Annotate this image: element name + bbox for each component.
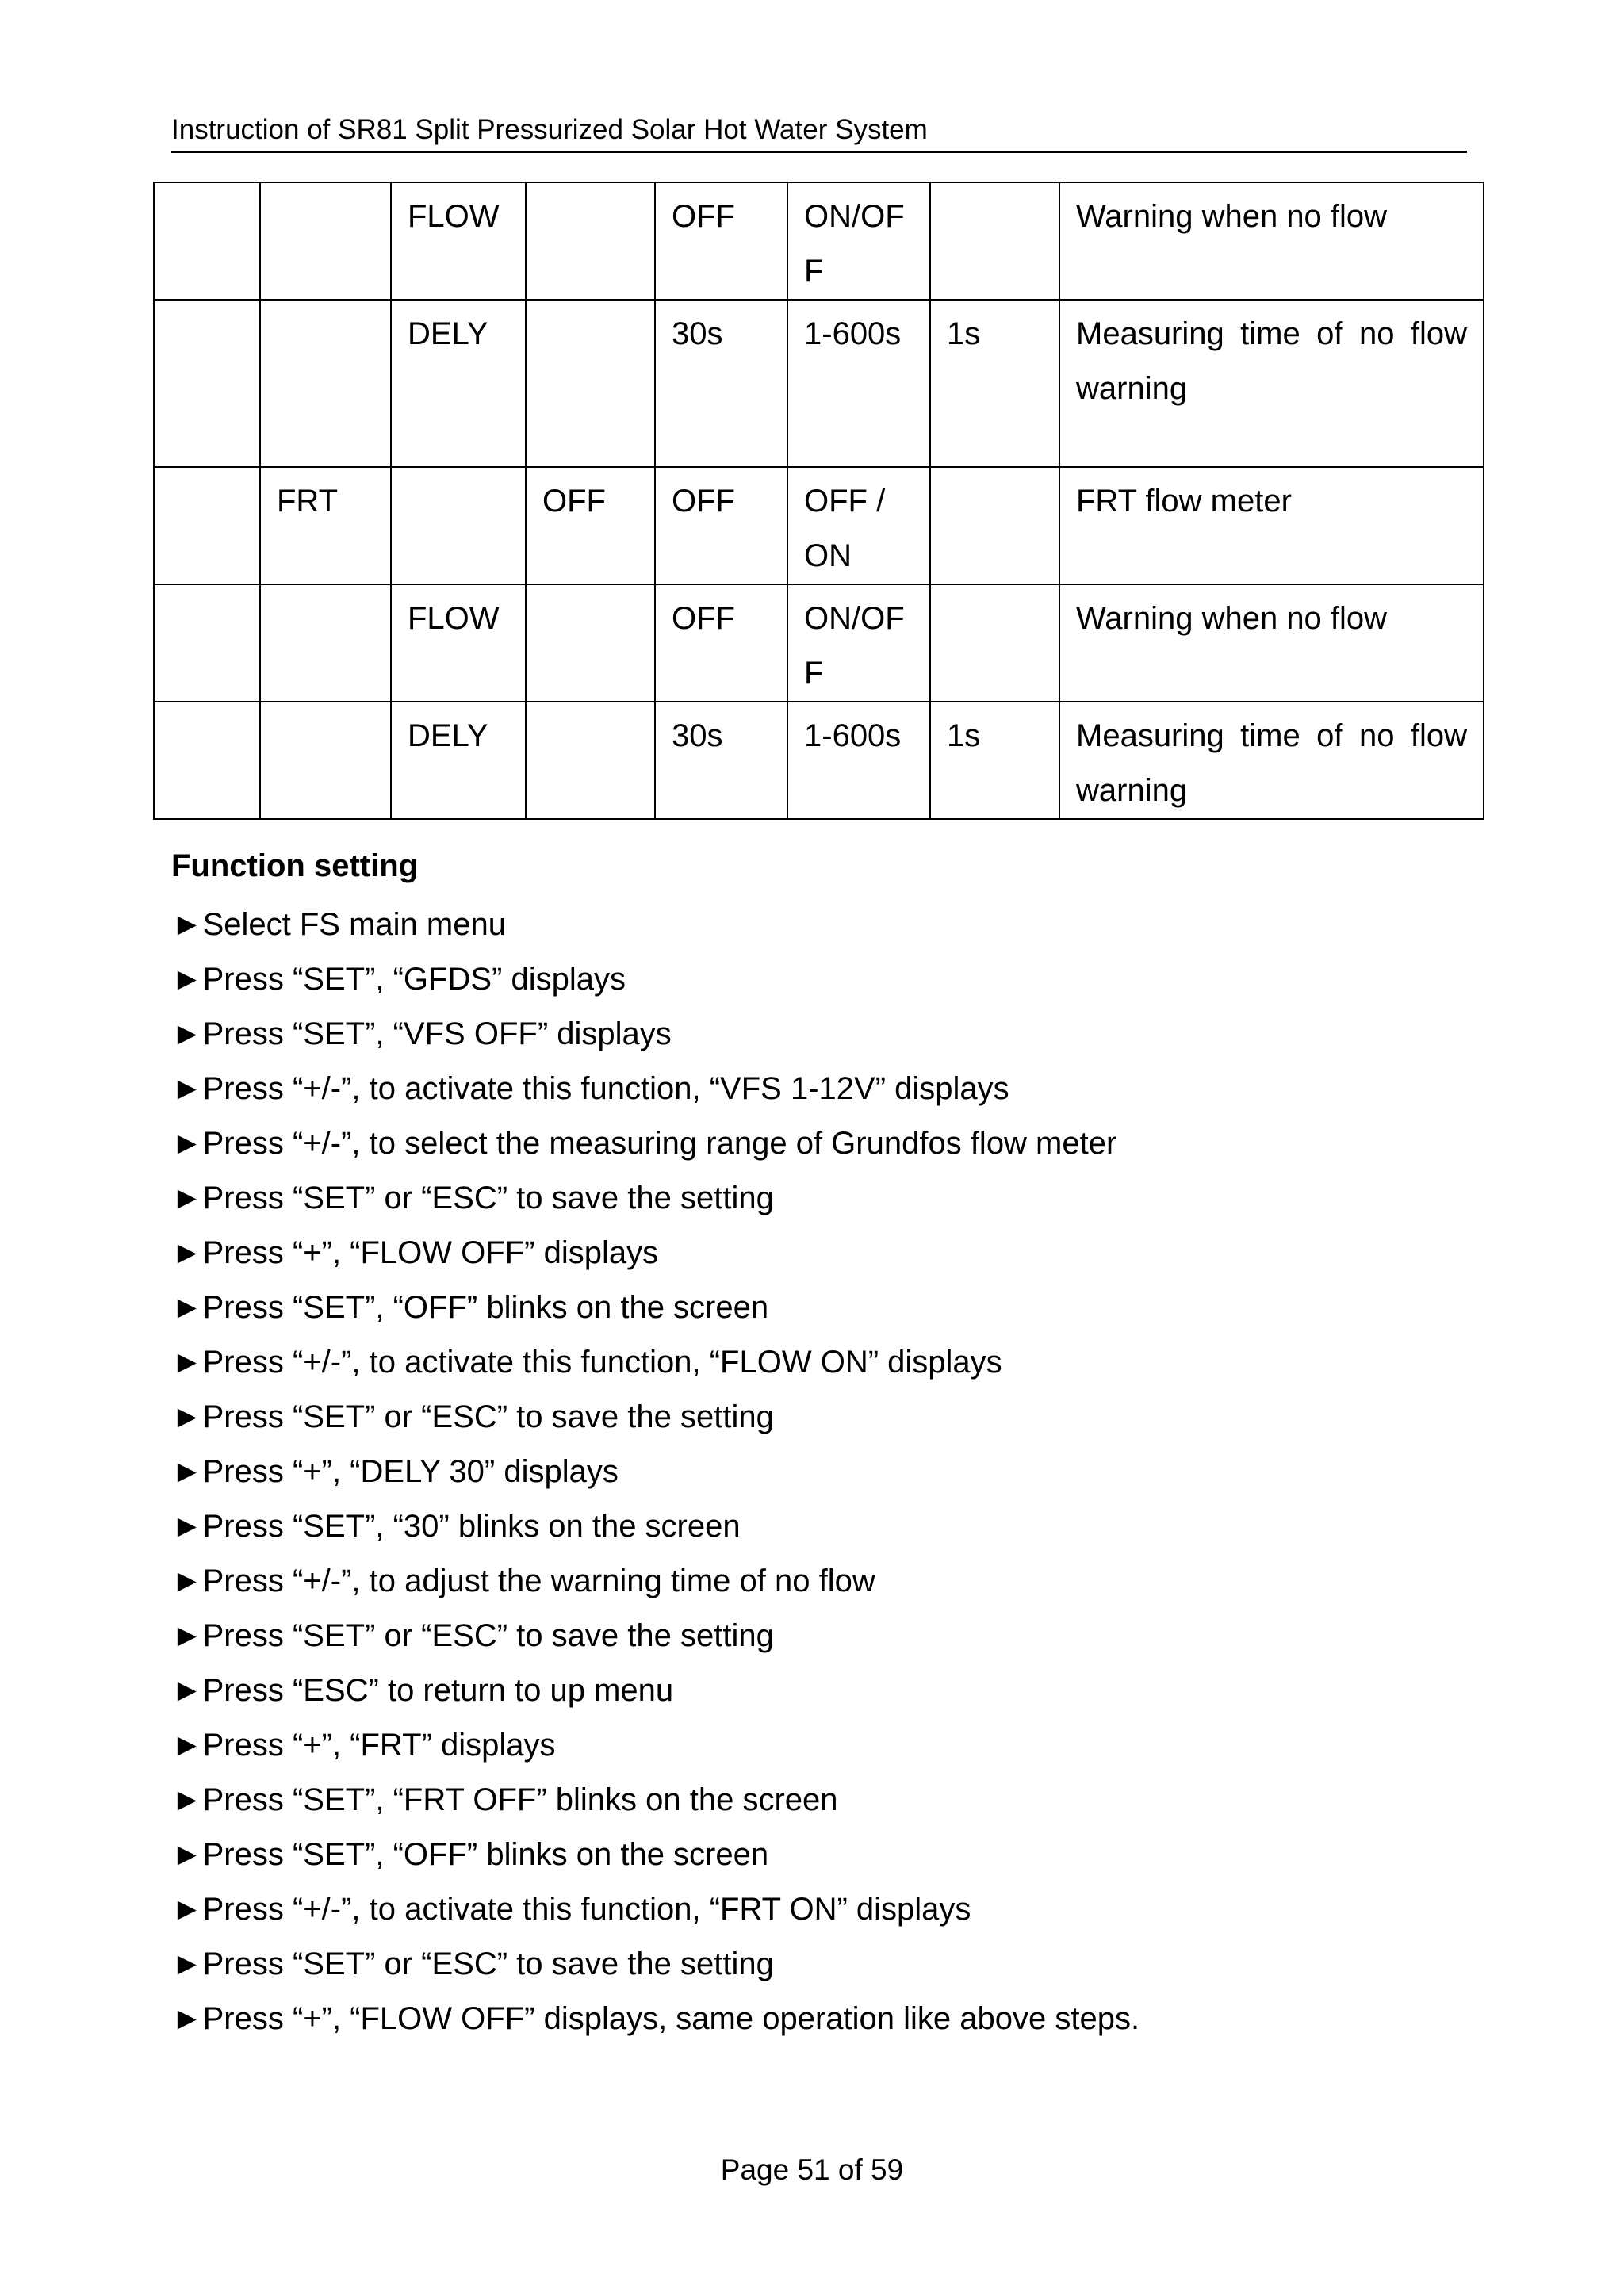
list-item: ►Press “ESC” to return to up menu: [171, 1673, 674, 1708]
table-cell: OFF: [655, 182, 787, 300]
table-cell: ON/OF F: [787, 584, 930, 702]
table-row: [154, 702, 1484, 819]
list-item: ►Press “SET”, “GFDS” displays: [171, 962, 626, 997]
table-cell: [526, 702, 655, 819]
table-cell: [154, 300, 260, 467]
table-cell: OFF: [655, 467, 787, 584]
list-item: ►Select FS main menu: [171, 907, 506, 942]
list-item: ►Press “SET” or “ESC” to save the setting: [171, 1947, 774, 1981]
table-cell: [260, 702, 391, 819]
table-cell: 1s: [930, 702, 1059, 819]
table-cell: Measuring time of no flow warning: [1059, 300, 1484, 467]
list-item: ►Press “SET”, “FRT OFF” blinks on the screen: [171, 1782, 838, 1817]
table-cell: Warning when no flow: [1059, 584, 1484, 702]
table-cell: [154, 584, 260, 702]
table-cell: FLOW: [391, 182, 526, 300]
table-cell: [930, 584, 1059, 702]
table-cell: 30s: [655, 702, 787, 819]
table-row: [154, 584, 1484, 702]
instruction-list: [171, 898, 1139, 2046]
table-cell: [260, 584, 391, 702]
list-item: ►Press “+/-”, to activate this function, “FLOW ON” displays: [171, 1345, 1002, 1380]
list-item: ►Press “SET” or “ESC” to save the setting: [171, 1399, 774, 1434]
table-cell: 30s: [655, 300, 787, 467]
list-item: ►Press “+”, “FLOW OFF” displays: [171, 1235, 659, 1270]
list-item: ►Press “+”, “FRT” displays: [171, 1728, 556, 1763]
table-cell: DELY: [391, 300, 526, 467]
table-cell: [526, 300, 655, 467]
list-item: ►Press “SET”, “30” blinks on the screen: [171, 1509, 741, 1544]
list-item: ►Press “SET”, “OFF” blinks on the screen: [171, 1837, 769, 1872]
table-cell: [154, 702, 260, 819]
list-item: ►Press “+”, “DELY 30” displays: [171, 1454, 619, 1489]
list-item: ►Press “SET” or “ESC” to save the setting: [171, 1618, 774, 1653]
table-cell: Measuring time of no flow warning: [1059, 702, 1484, 819]
table-cell: [154, 467, 260, 584]
list-item: ►Press “+/-”, to adjust the warning time of no flow: [171, 1564, 875, 1598]
table-cell: 1-600s: [787, 702, 930, 819]
table-cell: OFF: [655, 584, 787, 702]
table-cell: 1-600s: [787, 300, 930, 467]
list-item: ►Press “SET”, “VFS OFF” displays: [171, 1016, 672, 1051]
table-cell: [526, 584, 655, 702]
table-row: [154, 300, 1484, 467]
page-number: Page 51 of 59: [720, 2153, 904, 2186]
table-cell: FLOW: [391, 584, 526, 702]
table-cell: OFF / ON: [787, 467, 930, 584]
list-item: ►Press “+/-”, to activate this function, “FRT ON” displays: [171, 1892, 971, 1927]
table-cell: [930, 182, 1059, 300]
table-cell: FRT flow meter: [1059, 467, 1484, 584]
table-cell: [391, 467, 526, 584]
table-cell: 1s: [930, 300, 1059, 467]
section-title: Function setting: [171, 848, 419, 883]
table-cell: [154, 182, 260, 300]
table-cell: DELY: [391, 702, 526, 819]
table-row: [154, 182, 1484, 300]
table-cell: [526, 182, 655, 300]
table-row: [154, 467, 1484, 584]
table-cell: ON/OF F: [787, 182, 930, 300]
table-cell: [930, 467, 1059, 584]
list-item: ►Press “+/-”, to select the measuring range of Grundfos flow meter: [171, 1126, 1117, 1161]
table-cell: [260, 300, 391, 467]
list-item: ►Press “SET” or “ESC” to save the setting: [171, 1181, 774, 1215]
table-cell: OFF: [526, 467, 655, 584]
table-cell: FRT: [260, 467, 391, 584]
list-item: ►Press “SET”, “OFF” blinks on the screen: [171, 1290, 769, 1325]
list-item: ►Press “+/-”, to activate this function, “VFS 1-12V” displays: [171, 1071, 1009, 1106]
page-header: Instruction of SR81 Split Pressurized Solar Hot Water System: [171, 113, 1467, 153]
table-cell: Warning when no flow: [1059, 182, 1484, 300]
table-cell: [260, 182, 391, 300]
settings-table: [153, 182, 1484, 820]
list-item: ►Press “+”, “FLOW OFF” displays, same operation like above steps.: [171, 2001, 1140, 2036]
